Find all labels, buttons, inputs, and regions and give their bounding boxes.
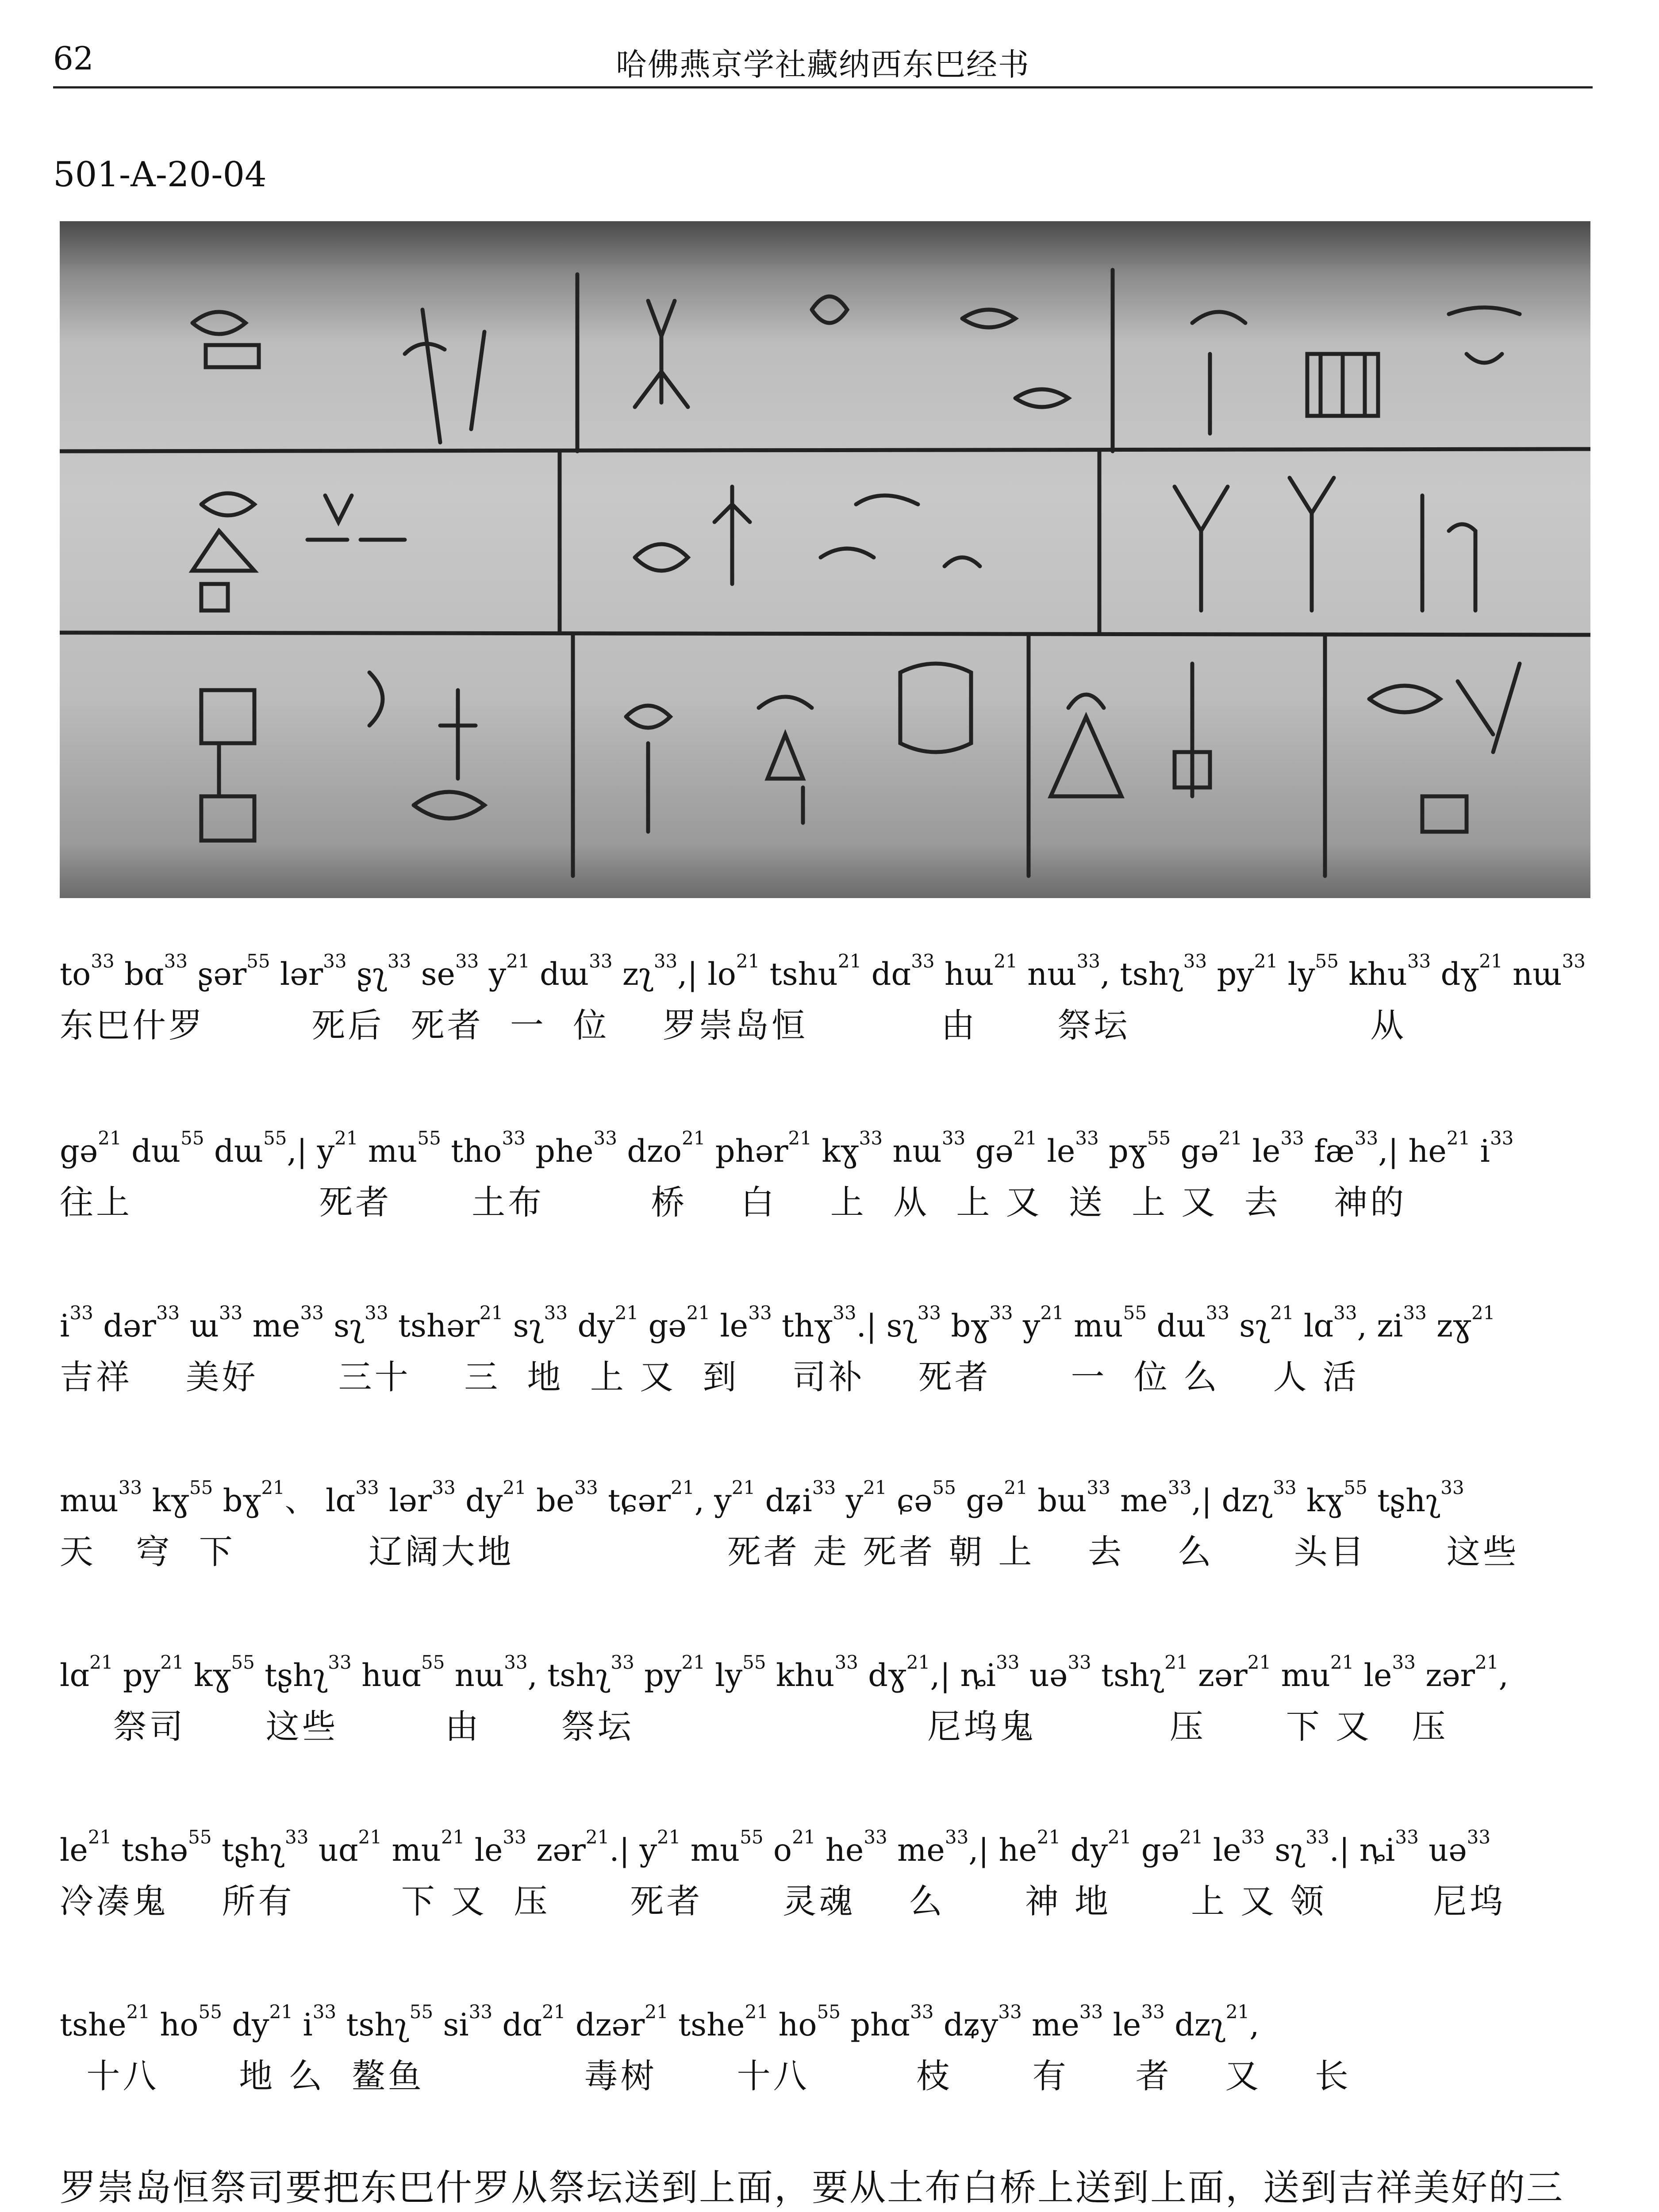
syllable: $be^{33}$: [536, 1477, 598, 1519]
syllable: $he^{21}$: [1408, 1127, 1471, 1169]
tone-mark: 33: [365, 1302, 388, 1324]
gloss-line: 往上 死者 土布 桥 白 上 从 上 又 送 上 又 去 神的: [60, 1183, 1407, 1222]
syllable: $dy^{21}$: [577, 1302, 639, 1344]
tone-mark: 21: [745, 2001, 769, 2023]
syllable: tshu$^{21}$: [769, 950, 862, 992]
tone-mark: 33: [910, 2001, 934, 2023]
syllable: tshe$^{21}$: [60, 2001, 150, 2043]
syllable: nɯ$^{33}$: [1513, 950, 1586, 992]
tone-mark: 21: [788, 1127, 812, 1149]
tone-mark: 21: [542, 2001, 566, 2023]
gloss-line: 祭司 这些 由 祭坛 尼坞鬼 压 下 又 压: [60, 1707, 1448, 1746]
tone-mark: 21: [98, 1127, 122, 1149]
text-line-2: [60, 1127, 1590, 1222]
gloss-line: 吉祥 美好 三十 三 地 上 又 到 司补 死者 一 位 么 人 活: [60, 1357, 1359, 1397]
syllable: $i^{33}$: [1480, 1127, 1514, 1169]
syllable: $he^{33}$: [825, 1826, 887, 1868]
tone-mark: 21: [334, 1127, 358, 1149]
syllable: kɣ$^{55}$: [194, 1651, 255, 1694]
tone-mark: 21: [1040, 1302, 1064, 1324]
syllable: gə$^{21}$: [1141, 1826, 1203, 1868]
tone-mark: 33: [941, 1127, 966, 1149]
syllable: tshʅ$^{33}$: [1120, 950, 1207, 992]
tone-mark: 33: [323, 950, 347, 972]
syllable: lər$^{33}$: [388, 1477, 456, 1519]
syllable: $le^{33}$: [1252, 1127, 1304, 1169]
syllable: $y^{21}$: [317, 1127, 358, 1169]
syllable: dɯ$^{55}$,|: [214, 1127, 307, 1169]
syllable: $fæ^{33},|$: [1314, 1127, 1399, 1169]
syllable: mɯ$^{33}$: [60, 1477, 142, 1519]
syllable: bɯ$^{33}$: [1037, 1477, 1110, 1519]
tone-mark: 33: [503, 1826, 526, 1848]
syllable: dɑ$^{21}$: [502, 2001, 566, 2043]
syllable: $py^{21}$: [644, 1651, 705, 1694]
syllable: $se^{33}$: [421, 950, 479, 992]
syllable: tɕər$^{21}$,: [608, 1477, 704, 1519]
tone-mark: 21: [503, 1477, 526, 1498]
tone-mark: 33: [469, 2001, 493, 2023]
syllable: $le^{33}$: [1213, 1826, 1265, 1868]
tone-mark: 21: [1475, 1651, 1499, 1673]
tone-mark: 33: [1395, 1826, 1419, 1848]
tone-mark: 33: [502, 1127, 526, 1149]
syllable: tʂhʅ$^{33}$: [1377, 1477, 1464, 1519]
syllable: tshʅ$^{55}$: [346, 2001, 434, 2043]
syllable: $dy^{21}$: [1070, 1826, 1132, 1868]
syllable: phe$^{33}$: [535, 1127, 617, 1169]
syllable: $le^{33}$: [720, 1302, 772, 1344]
tone-mark: 33: [432, 1477, 456, 1498]
syllable: tshʅ$^{33}$: [547, 1651, 634, 1694]
tone-mark: 33: [1075, 1127, 1099, 1149]
syllable: ʂʅ$^{33}$: [356, 950, 411, 992]
syllable: $me^{33}$: [1031, 2001, 1103, 2043]
tone-mark: 55: [417, 1127, 441, 1149]
syllable: $si^{33}$: [443, 2001, 493, 2043]
syllable: bɑ$^{33}$: [124, 950, 188, 992]
tone-mark: 33: [1403, 1302, 1427, 1324]
tone-mark: 33: [1562, 950, 1586, 972]
syllable: dɯ$^{33}$: [1156, 1302, 1229, 1344]
tone-mark: 33: [355, 1477, 379, 1498]
syllable: $le^{21}$: [60, 1826, 112, 1868]
syllable: lər$^{33}$: [280, 950, 347, 992]
syllable: uə$^{33}$: [1029, 1651, 1091, 1694]
syllable: $mu^{55}$: [1074, 1302, 1147, 1344]
syllable: $ȵi^{33}$: [960, 1651, 1020, 1694]
translation-paragraph: 罗崇岛恒祭司要把东巴什罗从祭坛送到上面，要从土布白桥上送到上面，送到吉祥美好的三: [60, 2167, 1564, 2209]
tone-mark: 33: [1076, 950, 1101, 972]
tone-mark: 21: [682, 1127, 706, 1149]
tone-mark: 33: [864, 1826, 887, 1848]
syllable: gə$^{21}$: [60, 1127, 122, 1169]
syllable: pɣ$^{55}$: [1109, 1127, 1171, 1169]
syllable: huɑ$^{55}$: [361, 1651, 445, 1694]
syllable: hɯ$^{21}$: [944, 950, 1018, 992]
tone-mark: 21: [1330, 1651, 1354, 1673]
tone-mark: 55: [231, 1651, 255, 1673]
tone-mark: 33: [996, 1651, 1020, 1673]
tone-mark: 21: [645, 2001, 668, 2023]
syllable: $zi^{33}$: [1377, 1302, 1427, 1344]
syllable: bɣ$^{33}$: [951, 1302, 1013, 1344]
tone-mark: 21: [1479, 950, 1503, 972]
syllable: ɕə$^{55}$: [896, 1477, 956, 1519]
syllable: $dy^{21}$: [465, 1477, 526, 1519]
dongba-pictographs: [60, 221, 1590, 898]
tone-mark: 21: [1164, 1651, 1188, 1673]
syllable: tshe$^{21}$: [678, 2001, 769, 2043]
tone-mark: 33: [589, 950, 613, 972]
syllable: dər$^{33}$: [103, 1302, 180, 1344]
syllable: sʅ$^{21}$: [1239, 1302, 1294, 1344]
header-rule: [53, 86, 1593, 88]
syllable: dʑy$^{33}$: [943, 2001, 1022, 2043]
text-line-1: [60, 950, 1590, 1045]
text-line-6: [60, 1826, 1590, 1921]
text-line-4: [60, 1477, 1590, 1572]
syllable: $me^{33},|$: [1120, 1477, 1212, 1519]
tone-mark: 21: [731, 1477, 756, 1498]
chinese-translation: [60, 2159, 1590, 2212]
syllable: dɣ$^{21}$: [1440, 950, 1503, 992]
syllable: kɣ$^{33}$: [822, 1127, 883, 1169]
tone-mark: 33: [1241, 1826, 1265, 1848]
tone-mark: 21: [1013, 1127, 1037, 1149]
tone-mark: 21: [1247, 1651, 1271, 1673]
syllable: bɣ$^{21}$、: [223, 1477, 316, 1519]
tone-mark: 21: [657, 1826, 681, 1848]
syllable: gə$^{21}$: [966, 1477, 1028, 1519]
tone-mark: 21: [1225, 2001, 1250, 2023]
tone-mark: 21: [506, 950, 530, 972]
tone-mark: 33: [611, 1651, 634, 1673]
tone-mark: 55: [409, 2001, 434, 2023]
syllable: dzo$^{21}$: [627, 1127, 706, 1169]
tone-mark: 33: [593, 1127, 617, 1149]
tone-mark: 55: [421, 1651, 445, 1673]
tone-mark: 21: [994, 950, 1018, 972]
tone-mark: 55: [263, 1127, 287, 1149]
tone-mark: 33: [1333, 1302, 1357, 1324]
text-line-5: [60, 1651, 1590, 1747]
tone-mark: 21: [1218, 1127, 1243, 1149]
syllable: $y^{21}$: [714, 1477, 756, 1519]
syllable: zɣ$^{21}$: [1436, 1302, 1495, 1344]
tone-mark: 33: [1392, 1651, 1416, 1673]
tone-mark: 55: [246, 950, 270, 972]
tone-mark: 55: [817, 2001, 841, 2023]
tone-mark: 33: [1079, 2001, 1103, 2023]
syllable: tʂhʅ$^{33}$: [221, 1826, 309, 1868]
tone-mark: 21: [614, 1302, 639, 1324]
romanization-line: [60, 1826, 1590, 1869]
syllable: kɣ$^{55}$: [152, 1477, 213, 1519]
tone-mark: 33: [164, 950, 188, 972]
tone-mark: 21: [736, 950, 760, 972]
tone-mark: 55: [740, 1826, 764, 1848]
syllable: dzʅ$^{33}$: [1221, 1477, 1297, 1519]
gloss-line: 十八 地 么 鳌鱼 毒树 十八 枝 有 者 又 长: [60, 2056, 1351, 2096]
tone-mark: 33: [1407, 950, 1431, 972]
tone-mark: 55: [180, 1127, 204, 1149]
text-line-7: [60, 2001, 1590, 2096]
manuscript-photo: [60, 221, 1590, 898]
syllable: dɑ$^{33}$: [871, 950, 935, 992]
syllable: tshər$^{21}$: [398, 1302, 503, 1344]
syllable: $ly^{55}$: [1287, 950, 1339, 992]
tone-mark: 55: [1123, 1302, 1147, 1324]
tone-mark: 33: [1141, 2001, 1165, 2023]
tone-mark: 33: [1183, 950, 1207, 972]
tone-mark: 33: [859, 1127, 883, 1149]
syllable: tho$^{33}$: [451, 1127, 526, 1169]
tone-mark: 33: [748, 1302, 772, 1324]
book-title: 哈佛燕京学社藏纳西东巴经书: [616, 46, 1030, 83]
syllable: $le^{33}$: [1113, 2001, 1165, 2043]
tone-mark: 21: [1471, 1302, 1495, 1324]
tone-mark: 55: [742, 1651, 766, 1673]
tone-mark: 33: [1280, 1127, 1304, 1149]
syllable: $le^{33}$: [1047, 1127, 1099, 1169]
romanization-line: [60, 1477, 1590, 1519]
tone-mark: 33: [653, 950, 678, 972]
page-header: [53, 35, 1593, 88]
tone-mark: 21: [261, 1477, 285, 1498]
tone-mark: 33: [1490, 1127, 1514, 1149]
tone-mark: 33: [455, 950, 479, 972]
syllable: dʑi$^{33}$: [765, 1477, 836, 1519]
tone-mark: 21: [1037, 1826, 1061, 1848]
tone-mark: 33: [574, 1477, 598, 1498]
syllable: phɑ$^{33}$: [850, 2001, 934, 2043]
tone-mark: 33: [917, 1302, 941, 1324]
tone-mark: 21: [1270, 1302, 1294, 1324]
syllable: $ho^{55}$: [778, 2001, 841, 2043]
syllable: $y^{21}$: [488, 950, 530, 992]
syllable: dɯ$^{33}$: [539, 950, 613, 992]
tone-mark: 33: [219, 1302, 243, 1324]
syllable: dzʅ$^{21}$,: [1175, 2001, 1260, 2043]
manuscript-id: 501-A-20-04: [53, 155, 267, 195]
syllable: zər$^{21}$: [1198, 1651, 1271, 1694]
syllable: lɑ$^{21}$: [60, 1651, 113, 1694]
syllable: $i^{33}$: [60, 1302, 93, 1344]
syllable: kɣ$^{55}$: [1306, 1477, 1367, 1519]
tone-mark: 21: [160, 1651, 184, 1673]
tone-mark: 33: [1306, 1826, 1329, 1848]
tone-mark: 21: [89, 1651, 113, 1673]
syllable: dɯ$^{55}$: [131, 1127, 204, 1169]
tone-mark: 33: [1273, 1477, 1297, 1498]
syllable: $py^{21}$: [123, 1651, 184, 1694]
syllable: zʅ$^{33}$,|: [622, 950, 698, 992]
tone-mark: 33: [300, 1302, 324, 1324]
syllable: lɑ$^{33}$: [326, 1477, 379, 1519]
syllable: $le^{33}$: [1363, 1651, 1416, 1694]
tone-mark: 33: [91, 950, 115, 972]
syllable: $mu^{55}$: [690, 1826, 764, 1868]
tone-mark: 33: [312, 2001, 337, 2023]
syllable: $lo^{21}$: [707, 950, 760, 992]
syllable: $mu^{21}$: [1281, 1651, 1354, 1694]
tone-mark: 55: [189, 1477, 213, 1498]
syllable: uɑ$^{21}$: [318, 1826, 382, 1868]
syllable: gə$^{21}$: [975, 1127, 1037, 1169]
syllable: phər$^{21}$: [715, 1127, 812, 1169]
tone-mark: 21: [358, 1826, 382, 1848]
tone-mark: 21: [1446, 1127, 1471, 1149]
tone-mark: 33: [911, 950, 935, 972]
tone-mark: 33: [1467, 1826, 1491, 1848]
tone-mark: 21: [441, 1826, 465, 1848]
romanization-line: [60, 950, 1590, 993]
syllable: ʂər$^{55}$: [197, 950, 270, 992]
romanization-line: [60, 1651, 1590, 1694]
syllable: $ho^{55}$: [160, 2001, 222, 2043]
tone-mark: 21: [671, 1477, 695, 1498]
syllable: $y^{21}$: [845, 1477, 887, 1519]
tone-mark: 55: [1147, 1127, 1171, 1149]
syllable: uə$^{33}$: [1429, 1826, 1491, 1868]
tone-mark: 33: [285, 1826, 309, 1848]
syllable: $ȵi^{33}$: [1359, 1826, 1419, 1868]
syllable: $ly^{55}$: [715, 1651, 766, 1694]
romanization-line: [60, 1302, 1590, 1344]
tone-mark: 33: [998, 2001, 1022, 2023]
tone-mark: 33: [812, 1477, 836, 1498]
syllable: $he^{21}$: [998, 1826, 1061, 1868]
romanization-line: [60, 1127, 1590, 1170]
tone-mark: 33: [833, 1302, 856, 1324]
tone-mark: 21: [1108, 1826, 1132, 1848]
syllable: dzər$^{21}$: [575, 2001, 668, 2043]
tone-mark: 21: [126, 2001, 150, 2023]
tone-mark: 33: [1354, 1127, 1379, 1149]
gloss-line: 冷凑鬼 所有 下 又 压 死者 灵魂 么 神 地 上 又 领 尼坞: [60, 1882, 1506, 1921]
romanization-line: [60, 2001, 1590, 2043]
syllable: sʅ$^{33}$: [513, 1302, 568, 1344]
tone-mark: 21: [863, 1477, 887, 1498]
tone-mark: 21: [479, 1302, 503, 1324]
syllable: sʅ$^{33}$: [886, 1302, 941, 1344]
syllable: $py^{21}$: [1217, 950, 1278, 992]
tone-mark: 21: [88, 1826, 112, 1848]
tone-mark: 33: [989, 1302, 1013, 1324]
syllable: sʅ$^{33}$: [334, 1302, 388, 1344]
syllable: ɯ$^{33}$: [189, 1302, 243, 1344]
tone-mark: 33: [118, 1477, 142, 1498]
tone-mark: 33: [1206, 1302, 1229, 1324]
syllable: tʂhʅ$^{33}$: [265, 1651, 352, 1694]
tone-mark: 33: [945, 1826, 969, 1848]
gloss-line: 天 穹 下 辽阔大地 死者 走 死者 朝 上 去 么 头目 这些: [60, 1532, 1519, 1571]
tone-mark: 33: [387, 950, 411, 972]
tone-mark: 21: [1254, 950, 1278, 972]
tone-mark: 55: [932, 1477, 956, 1498]
syllable: zər$^{21}$.|: [536, 1826, 630, 1868]
syllable: dɣ$^{21}$,|: [868, 1651, 951, 1694]
tone-mark: 33: [1167, 1477, 1192, 1498]
syllable: nɯ$^{33}$,: [454, 1651, 538, 1694]
syllable: $i^{33}$: [303, 2001, 337, 2043]
tone-mark: 33: [1087, 1477, 1110, 1498]
syllable: tshə$^{55}$: [121, 1826, 212, 1868]
syllable: lɑ$^{33}$,: [1303, 1302, 1367, 1344]
tone-mark: 33: [1440, 1477, 1464, 1498]
syllable: nɯ$^{33}$: [892, 1127, 966, 1169]
syllable: $o^{21}$: [773, 1826, 816, 1868]
tone-mark: 55: [198, 2001, 222, 2023]
syllable: zər$^{21}$,: [1425, 1651, 1509, 1694]
tone-mark: 33: [69, 1302, 93, 1324]
syllable: $mu^{55}$: [368, 1127, 441, 1169]
syllable: gə$^{21}$: [1180, 1127, 1243, 1169]
syllable: sʅ$^{33}$.|: [1275, 1826, 1350, 1868]
gloss-line: 东巴什罗 死后 死者 一 位 罗崇岛恒 由 祭坛 从: [60, 1006, 1407, 1045]
tone-mark: 33: [504, 1651, 528, 1673]
syllable: $le^{33}$: [474, 1826, 526, 1868]
tone-mark: 21: [269, 2001, 293, 2023]
tone-mark: 21: [585, 1826, 610, 1848]
tone-mark: 21: [906, 1651, 930, 1673]
tone-mark: 33: [834, 1651, 858, 1673]
syllable: $me^{33},|$: [897, 1826, 989, 1868]
syllable: tshʅ$^{21}$: [1101, 1651, 1188, 1694]
tone-mark: 55: [1315, 950, 1339, 972]
tone-mark: 55: [1344, 1477, 1367, 1498]
syllable: $y^{21}$: [1022, 1302, 1064, 1344]
tone-mark: 21: [686, 1302, 710, 1324]
tone-mark: 33: [1068, 1651, 1091, 1673]
tone-mark: 21: [681, 1651, 705, 1673]
syllable: $mu^{21}$: [392, 1826, 465, 1868]
syllable: khu$^{33}$: [1348, 950, 1431, 992]
tone-mark: 21: [837, 950, 862, 972]
tone-mark: 55: [188, 1826, 212, 1848]
syllable: $to^{33}$: [60, 950, 115, 992]
syllable: $y^{21}$: [639, 1826, 681, 1868]
tone-mark: 21: [1179, 1826, 1203, 1848]
syllable: khu$^{33}$: [776, 1651, 858, 1694]
text-line-3: [60, 1302, 1590, 1397]
tone-mark: 33: [328, 1651, 352, 1673]
tone-mark: 21: [792, 1826, 816, 1848]
tone-mark: 21: [1004, 1477, 1028, 1498]
tone-mark: 33: [156, 1302, 180, 1324]
syllable: thɣ$^{33}$.|: [781, 1302, 877, 1344]
page-number: 62: [53, 40, 94, 77]
syllable: $me^{33}$: [252, 1302, 324, 1344]
syllable: $dy^{21}$: [232, 2001, 293, 2043]
syllable: nɯ$^{33}$,: [1027, 950, 1110, 992]
tone-mark: 33: [544, 1302, 568, 1324]
syllable: gə$^{21}$: [648, 1302, 710, 1344]
